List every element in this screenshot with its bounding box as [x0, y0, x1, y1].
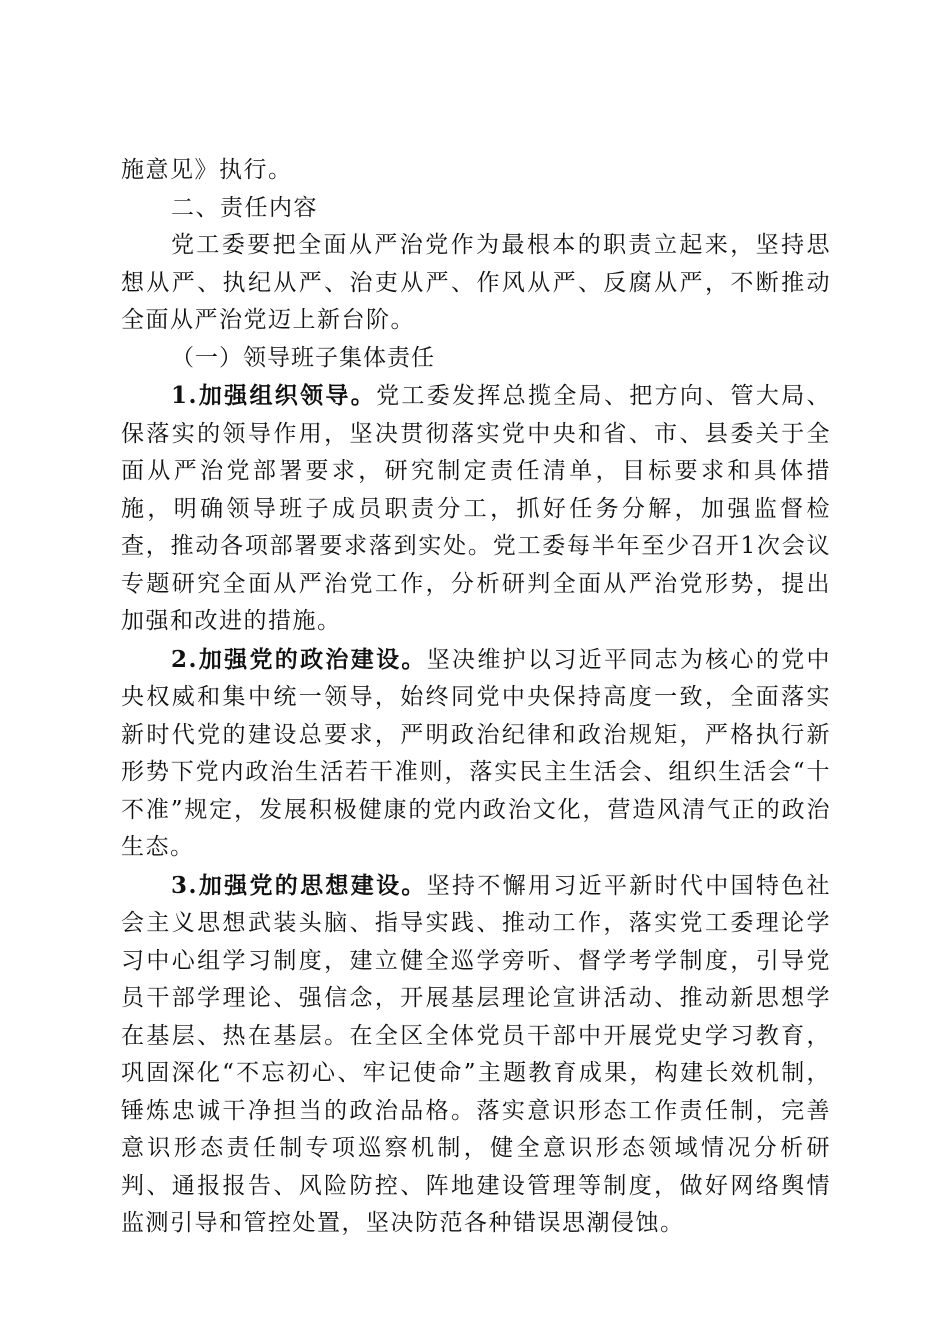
subsection-heading: （一）领导班子集体责任 [171, 344, 435, 371]
item-body-3: 坚持不懈用习近平新时代中国特色社会主义思想武装头脑、指导实践、推动工作，落实党工委理论学习中心组学习制度，建立健全巡学旁听、督学考学制度，引导党员干部学理论、强信念，开展基层理论宣讲活动、推动新思想学在基层、热在基层。在全区全体党员干部中开展党史学习教育，巩固深化“不忘初心、牢记使命”主题教育成果，构建长效机制，锤炼忠诚干净担当的政治品格。落实意识形态工作责任制，完善意识形态责任制专项巡察机制，健全意识形态领域情况分析研判、通报报告、风险防控、阵地建设管理等制度，做好网络舆情监测引导和管控处置，坚决防范各种错误思潮侵蚀。 [121, 872, 832, 1236]
item-paragraph-2 [121, 641, 831, 867]
item-lead-1: 1.加强组织领导。 [171, 382, 377, 409]
item-paragraph-3 [121, 867, 831, 1243]
item-lead-3: 3.加强党的思想建设。 [171, 871, 427, 899]
item-lead-2: 2.加强党的政治建设。 [171, 645, 427, 673]
continuation-paragraph: 施意见》执行。 [121, 157, 293, 183]
item-paragraph-1 [121, 377, 831, 641]
item-body-1: 党工委发挥总揽全局、把方向、管大局、保落实的领导作用，坚决贯彻落实党中央和省、市、县委关于全面从严治党部署要求，研究制定责任清单，目标要求和具体措施，明确领导班子成员职责分工，抓好任务分解，加强监督检查，推动各项部署要求落到实处。党工委每半年至少召开1次会议专题研究全面从严治党工作，分析研判全面从严治党形势，提出加强和改进的措施。 [121, 383, 832, 634]
intro-paragraph: 党工委要把全面从严治党作为最根本的职责立起来，坚持思想从严、执纪从严、治吏从严、作风从严、反腐从严，不断推动全面从严治党迈上新台阶。 [121, 232, 831, 333]
document-body [121, 152, 831, 1243]
section-heading: 二、责任内容 [171, 194, 318, 221]
item-body-2: 坚决维护以习近平同志为核心的党中央权威和集中统一领导，始终同党中央保持高度一致，全面落实新时代党的建设总要求，严明政治纪律和政治规矩，严格执行新形势下党内政治生活若干准则，落实民主生活会、组织生活会“十不准”规定，发展积极健康的党内政治文化，营造风清气正的政治生态。 [121, 646, 832, 860]
